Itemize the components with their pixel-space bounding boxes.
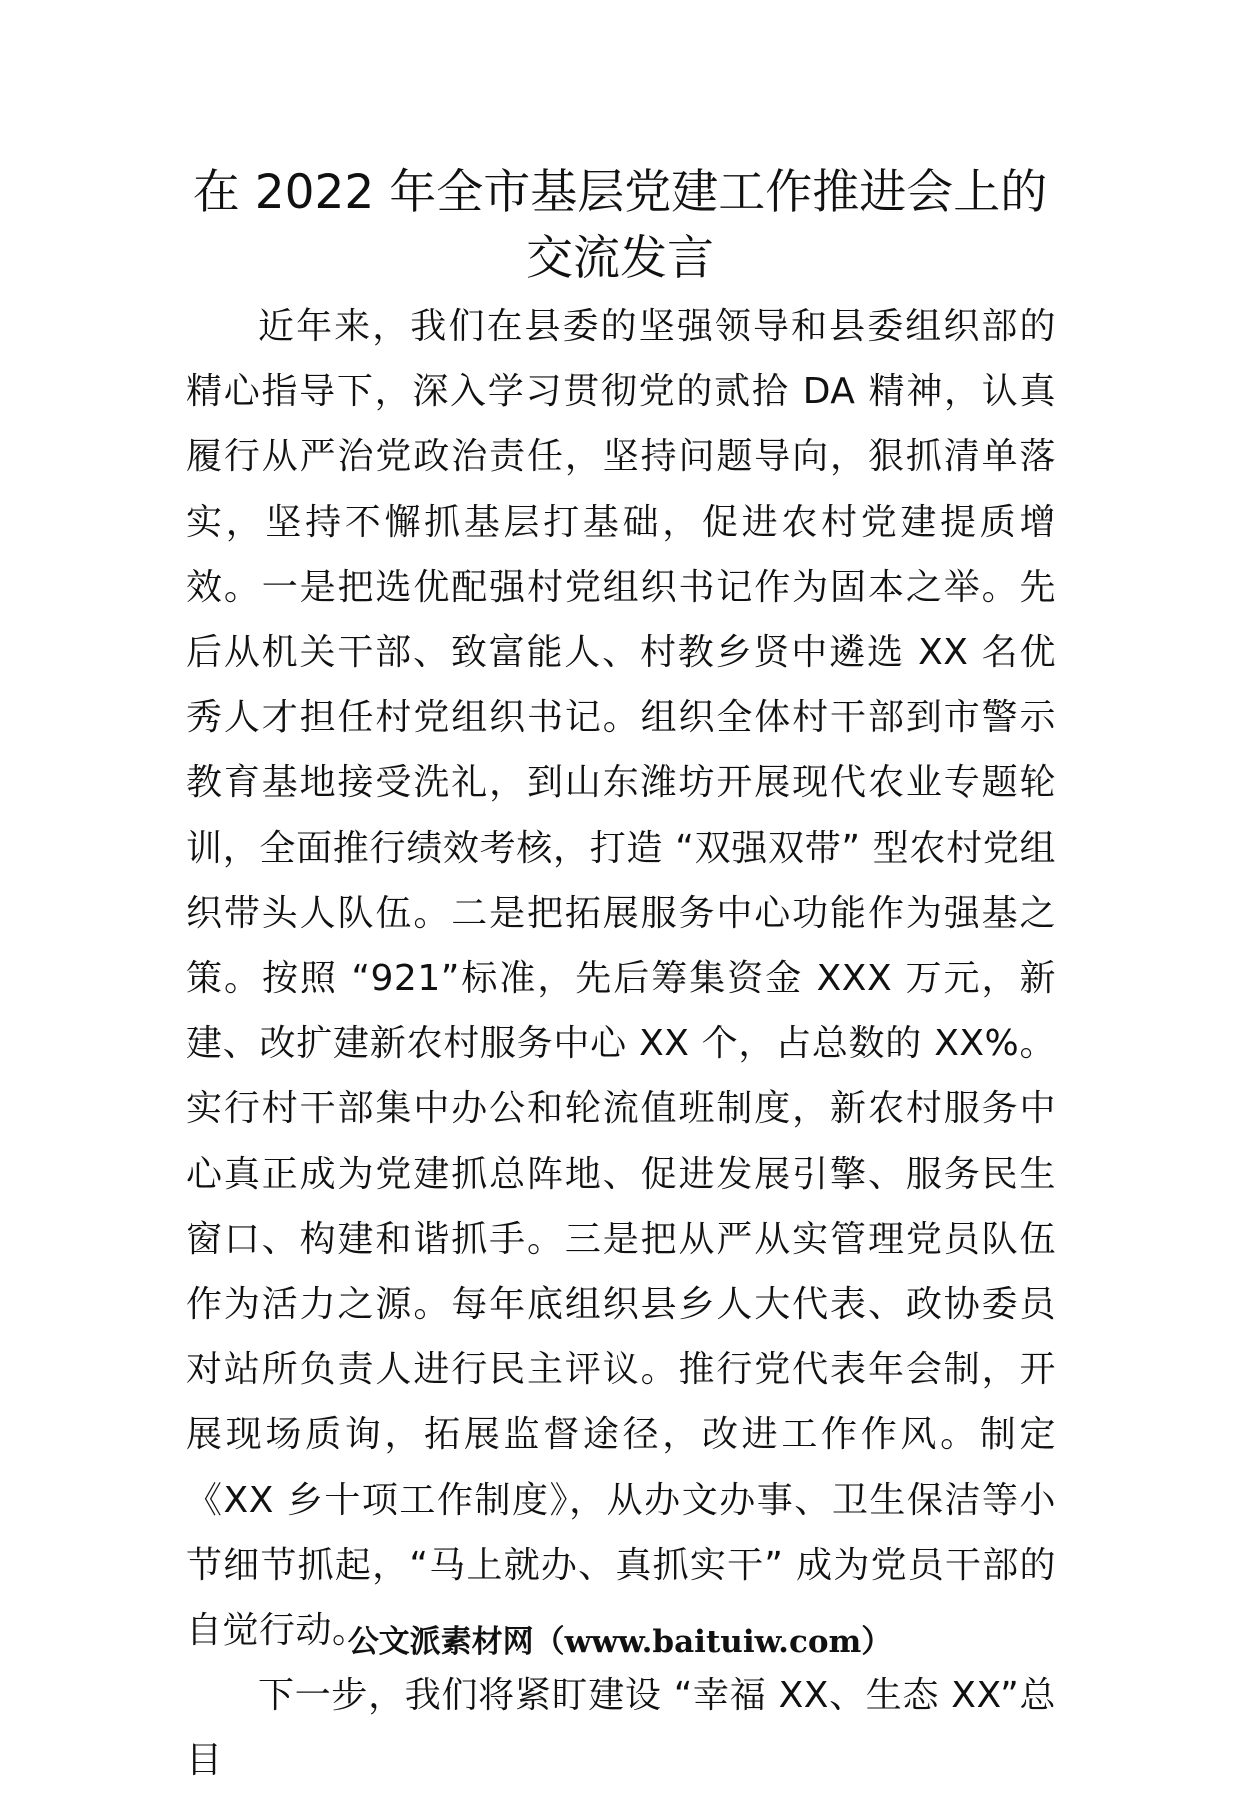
paragraph-1: 近年来，我们在县委的坚强领导和县委组织部的精心指导下，深入学习贯彻党的贰拾 DA 精神，认真履行从严治党政治责任，坚持问题导向，狠抓清单落实，坚持不懈抓基层打基础，促进农村党建提质增效。一是把选优配强村党组织书记作为固本之举。先后从机关干部、致富能人、村教乡贤中遴选 XX 名优秀人才担任村党组织书记。组织全体村干部到市警示教育基地接受洗礼，到山东潍坊开展现代农业专题轮训，全面推行绩效考核，打造 “双强双带” 型农村党组织带头人队伍。二是把拓展服务中心功能作为强基之策。按照 “921”标准，先后筹集资金 XXX 万元，新建、改扩建新农村服务中心 XX 个，占总数的 XX%。实行村干部集中办公和轮流值班制度，新农村服务中心真正成为党建抓总阵地、促进发展引擎、服务民生窗口、构建和谐抓手。三是把从严从实管理党员队伍作为活力之源。每年底组织县乡人大代表、政协委员对站所负责人进行民主评议。推行党代表年会制，开展现场质询，拓展监督途径，改进工作作风。制定《XX 乡十项工作制度》，从办文办事、卫生保洁等小节细节抓起，“马上就办、真抓实干” 成为党员干部的自觉行动。 (186, 306, 1056, 1652)
footer-watermark: 公文派素材网（www.baituiw.com） (347, 1624, 893, 1660)
title-line-2: 交流发言 (526, 231, 714, 286)
paragraph-2: 下一步，我们将紧盯建设 “幸福 XX、生态 XX”总目 (186, 1675, 1056, 1782)
title-line-1: 在 2022 年全市基层党建工作推进会上的 (192, 165, 1048, 220)
document-title (0, 160, 1240, 292)
document-body (186, 294, 1056, 1794)
